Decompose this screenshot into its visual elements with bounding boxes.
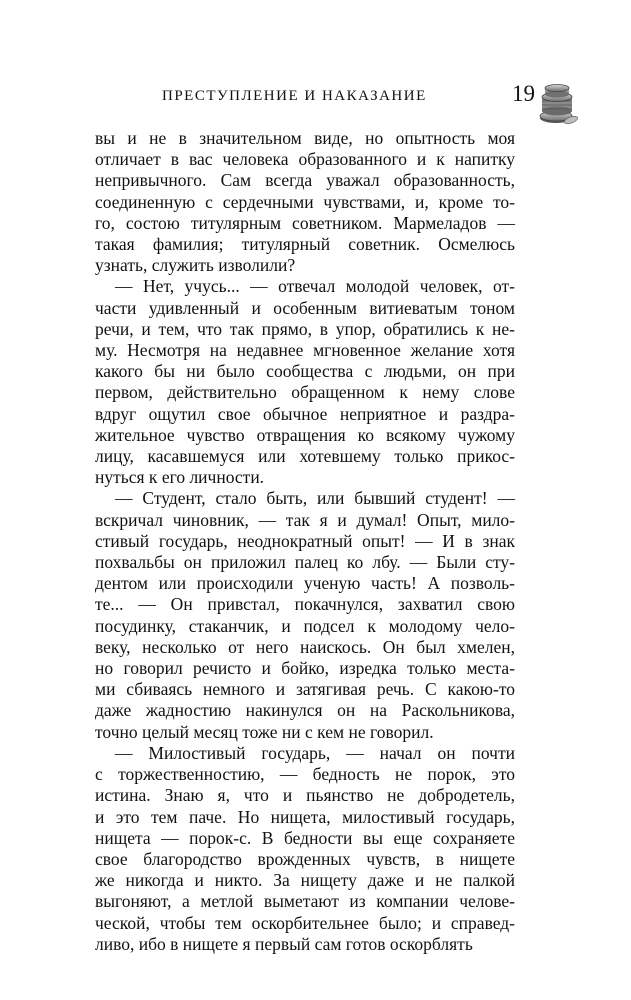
text-line: соединенную с сердечными чувствами, и, кроме то- — [95, 191, 515, 212]
stacked-coins-icon — [537, 80, 579, 126]
text-line: посудинку, стаканчик, и подсел к молодому чело- — [95, 615, 515, 636]
page-number: 19 — [512, 81, 535, 106]
text-line: точно целый месяц тоже ни с кем не говорил. — [95, 721, 434, 742]
text-line: же никогда и никто. За нищету даже и не палкой — [95, 870, 515, 891]
text-line: — Милостивый государь, — начал он почти — [115, 742, 515, 763]
text-line: первом, действительно обращенном к нему слове — [95, 382, 515, 403]
text-line: даже жадностию накинулся он на Раскольникова, — [95, 700, 515, 721]
paragraph — [95, 488, 515, 742]
text-line: части удивленный и особенным витиеватым тоном — [95, 297, 515, 318]
text-line: му. Несмотря на недавнее мгновенное желание хотя — [95, 340, 515, 361]
text-line: речи, и тем, что так прямо, в упор, обратились к не- — [95, 318, 515, 339]
text-line: похвальбы он приложил палец ко лбу. — Были сту- — [95, 552, 515, 573]
text-line: выгоняют, а метлой выметают из компании челове- — [95, 891, 515, 912]
paragraph — [95, 276, 515, 488]
text-line: — Нет, учусь... — отвечал молодой человек, от- — [115, 276, 515, 297]
text-line: отличает в вас человека образованного и к напитку — [95, 149, 515, 170]
text-line: те... — Он привстал, покачнулся, захватил свою — [95, 594, 515, 615]
text-line: веку, несколько от него наискось. Он был хмелен, — [95, 636, 515, 657]
running-title: ПРЕСТУПЛЕНИЕ И НАКАЗАНИЕ — [162, 88, 427, 104]
text-line: ливо, ибо в нищете я первый сам готов оскорблять — [95, 933, 473, 954]
paragraph — [95, 128, 515, 276]
text-line: узнать, служить изволили? — [95, 255, 296, 276]
paragraph — [95, 743, 515, 955]
text-line: но говорил речисто и бойко, изредка только места- — [95, 658, 515, 679]
text-line: и это тем паче. Но нищета, милостивый государь, — [95, 806, 515, 827]
text-line: лицу, касавшемуся или хотевшему только прикос- — [95, 446, 515, 467]
text-line: стивый государь, неоднократный опыт! — И в знак — [95, 530, 515, 551]
text-line: какого бы ни было сообщества с людьми, он при — [95, 361, 515, 382]
text-line: — Студент, стало быть, или бывший студент! — — [115, 488, 515, 509]
text-line: ми сбиваясь немного и затягивая речь. С какою-то — [95, 679, 515, 700]
text-line: такая фамилия; титулярный советник. Осмелюсь — [95, 234, 515, 255]
text-line: вы и не в значительном виде, но опытность моя — [95, 128, 515, 148]
text-line: истина. Знаю я, что и пьянство не добродетель, — [95, 785, 515, 806]
text-line: вдруг ощутил свое обычное неприятное и раздра- — [95, 403, 515, 424]
text-line: вскричал чиновник, — так я и думал! Опыт, мило- — [95, 509, 515, 530]
text-line: ческой, чтобы тем оскорбительнее было; и справед- — [95, 912, 515, 933]
text-line: го, состою титулярным советником. Мармеладов — — [95, 212, 515, 233]
text-line: с торжественностию, — бедность не порок, это — [95, 764, 515, 785]
body-text — [95, 128, 515, 955]
text-line: свое благородство врожденных чувств, в нищете — [95, 848, 515, 869]
text-line: нищета — порок-с. В бедности вы еще сохраняете — [95, 827, 515, 848]
text-line: непривычного. Сам всегда уважал образованность, — [95, 170, 515, 191]
text-line: жительное чувство отвращения ко всякому чужому — [95, 424, 515, 445]
text-line: нуться к его личности. — [95, 467, 265, 488]
text-line: дентом или происходили ученую часть! А позволь- — [95, 573, 515, 594]
